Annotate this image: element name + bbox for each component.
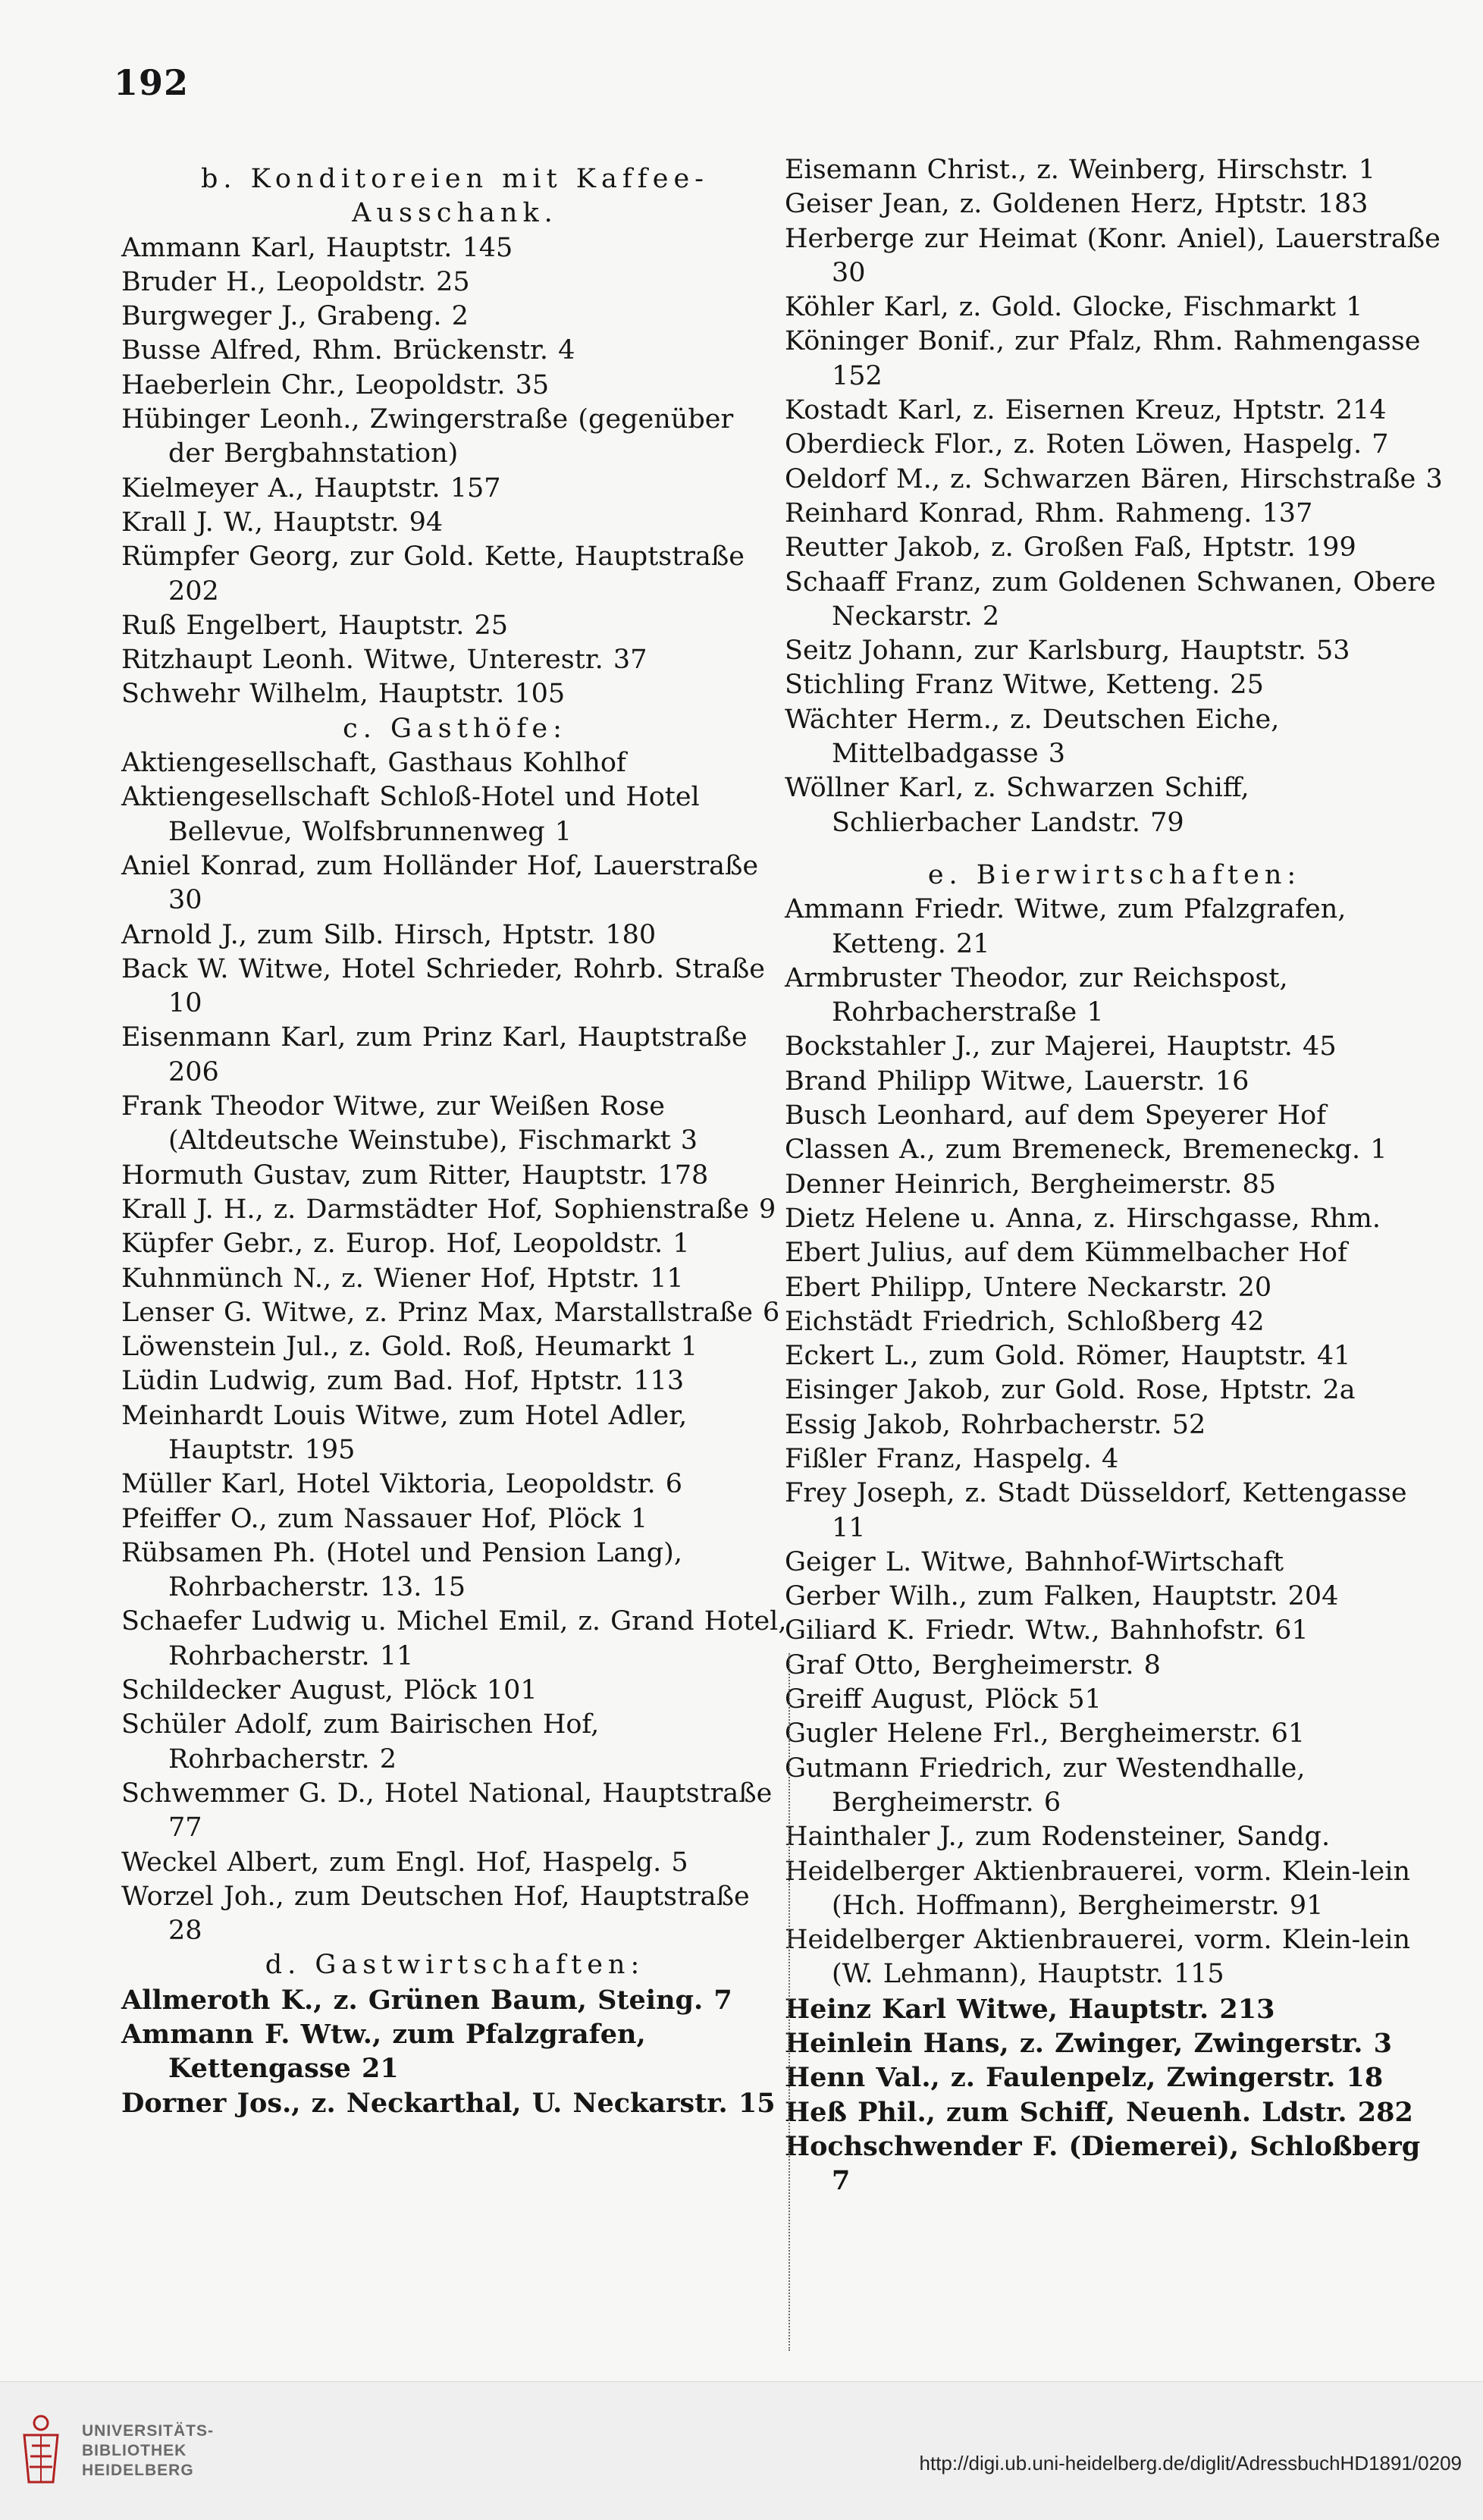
directory-entry: Hormuth Gustav, zum Ritter, Hauptstr. 178 [121, 1160, 709, 1191]
directory-entry: Frey Joseph, z. Stadt Düsseldorf, Kettengasse 11 [785, 1478, 1407, 1543]
directory-entry: Krall J. W., Hauptstr. 94 [121, 507, 444, 538]
directory-entry: Meinhardt Louis Witwe, zum Hotel Adler, Hauptstr. 195 [121, 1400, 688, 1465]
section-heading: c. Gasthöfe: [343, 713, 567, 744]
directory-entry: Heinlein Hans, z. Zwinger, Zwingerstr. 3 [785, 2028, 1392, 2060]
directory-entry: Bockstahler J., zur Majerei, Hauptstr. 45 [785, 1031, 1337, 1062]
directory-entry: Wöllner Karl, z. Schwarzen Schiff, Schlierbacher Landstr. 79 [785, 773, 1249, 838]
directory-entry: Pfeiffer O., zum Nassauer Hof, Plöck 1 [121, 1503, 648, 1534]
university-library-seal-icon [11, 2412, 71, 2485]
directory-entry: Heidelberger Aktienbrauerei, vorm. Klein-lein (Hch. Hoffmann), Bergheimerstr. 91 [785, 1856, 1410, 1921]
section-heading: Ausschank. [352, 198, 558, 229]
directory-entry: Giliard K. Friedr. Wtw., Bahnhofstr. 61 [785, 1615, 1309, 1646]
directory-entry: Geiser Jean, z. Goldenen Herz, Hptstr. 183 [785, 189, 1369, 220]
directory-entry: Fißler Franz, Haspelg. 4 [785, 1443, 1119, 1474]
directory-entry: Köninger Bonif., zur Pfalz, Rhm. Rahmengasse 152 [785, 326, 1421, 391]
directory-entry: Stichling Franz Witwe, Ketteng. 25 [785, 670, 1264, 701]
directory-entry: Ritzhaupt Leonh. Witwe, Unterestr. 37 [121, 645, 647, 676]
directory-entry: Krall J. H., z. Darmstädter Hof, Sophienstraße 9 [121, 1194, 776, 1225]
directory-entry: Heß Phil., zum Schiff, Neuenh. Ldstr. 282 [785, 2096, 1413, 2128]
directory-entry: Frank Theodor Witwe, zur Weißen Rose (Altdeutsche Weinstube), Fischmarkt 3 [121, 1091, 698, 1156]
directory-entry: Graf Otto, Bergheimerstr. 8 [785, 1649, 1161, 1681]
directory-entry: Geiger L. Witwe, Bahnhof-Wirtschaft [785, 1546, 1284, 1577]
directory-entry: Löwenstein Jul., z. Gold. Roß, Heumarkt 1 [121, 1332, 698, 1363]
directory-entry: Reutter Jakob, z. Großen Faß, Hptstr. 199 [785, 532, 1356, 563]
directory-entry: Seitz Johann, zur Karlsburg, Hauptstr. 53 [785, 635, 1350, 667]
right-column [785, 153, 1444, 2198]
directory-entry: Lüdin Ludwig, zum Bad. Hof, Hptstr. 113 [121, 1366, 685, 1397]
directory-entry: Wächter Herm., z. Deutschen Eiche, Mittelbadgasse 3 [785, 704, 1280, 770]
directory-entry: Haeberlein Chr., Leopoldstr. 35 [121, 369, 550, 400]
directory-entry: Schwemmer G. D., Hotel National, Hauptstraße 77 [121, 1778, 773, 1844]
library-name-line: UNIVERSITÄTS- [82, 2422, 215, 2440]
digitization-footer [0, 2381, 1483, 2520]
directory-entry: Hübinger Leonh., Zwingerstraße (gegenüber der Bergbahnstation) [121, 404, 734, 469]
directory-entry: Heinz Karl Witwe, Hauptstr. 213 [785, 1993, 1275, 2025]
directory-entry: Rübsamen Ph. (Hotel und Pension Lang), Rohrbacherstr. 13. 15 [121, 1537, 682, 1603]
directory-entry: Oeldorf M., z. Schwarzen Bären, Hirschstraße 3 [785, 463, 1443, 494]
directory-entry: Dietz Helene u. Anna, z. Hirschgasse, Rhm. [785, 1203, 1381, 1234]
directory-entry: Bruder H., Leopoldstr. 25 [121, 266, 470, 297]
directory-entry: Hainthaler J., zum Rodensteiner, Sandg. [785, 1822, 1331, 1853]
directory-entry: Aniel Konrad, zum Holländer Hof, Lauerstraße 30 [121, 850, 759, 916]
directory-entry: Hochschwender F. (Diemerei), Schloßberg 7 [785, 2130, 1421, 2197]
directory-entry: Reinhard Konrad, Rhm. Rahmeng. 137 [785, 497, 1313, 529]
directory-entry: Eichstädt Friedrich, Schloßberg 42 [785, 1306, 1265, 1337]
directory-entry: Eisenmann Karl, zum Prinz Karl, Hauptstraße 206 [121, 1022, 748, 1087]
page-number: 192 [114, 62, 190, 103]
directory-entry: Eckert L., zum Gold. Römer, Hauptstr. 41 [785, 1341, 1351, 1372]
directory-entry: Köhler Karl, z. Gold. Glocke, Fischmarkt 1 [785, 292, 1363, 323]
directory-entry: Kuhnmünch N., z. Wiener Hof, Hptstr. 11 [121, 1263, 684, 1294]
directory-entry: Kostadt Karl, z. Eisernen Kreuz, Hptstr. 214 [785, 395, 1387, 426]
directory-entry: Ammann Karl, Hauptstr. 145 [121, 232, 513, 263]
library-name-line: BIBLIOTHEK [82, 2442, 187, 2459]
directory-entry: Denner Heinrich, Bergheimerstr. 85 [785, 1169, 1277, 1200]
section-heading: b. Konditoreien mit Kaffee- [201, 164, 709, 194]
directory-entry: Ruß Engelbert, Hauptstr. 25 [121, 610, 509, 641]
directory-entry: Schwehr Wilhelm, Hauptstr. 105 [121, 679, 566, 710]
directory-entry: Eisinger Jakob, zur Gold. Rose, Hptstr. 2a [785, 1375, 1356, 1406]
directory-entry: Gutmann Friedrich, zur Westendhalle, Bergheimerstr. 6 [785, 1753, 1306, 1818]
directory-entry: Ammann Friedr. Witwe, zum Pfalzgrafen, Ketteng. 21 [785, 894, 1347, 959]
directory-entry: Aktiengesellschaft, Gasthaus Kohlhof [121, 748, 626, 779]
directory-entry: Schildecker August, Plöck 101 [121, 1675, 538, 1706]
directory-entry: Rümpfer Georg, zur Gold. Kette, Hauptstraße 202 [121, 541, 745, 607]
directory-entry: Burgweger J., Grabeng. 2 [121, 301, 469, 332]
library-name [82, 2421, 214, 2481]
directory-entry: Oberdieck Flor., z. Roten Löwen, Haspelg. 7 [785, 429, 1389, 460]
directory-entry: Busch Leonhard, auf dem Speyerer Hof [785, 1100, 1327, 1131]
directory-entry: Classen A., zum Bremeneck, Bremeneckg. 1 [785, 1134, 1387, 1166]
directory-entry: Worzel Joh., zum Deutschen Hof, Hauptstraße 28 [121, 1881, 750, 1947]
directory-entry: Back W. Witwe, Hotel Schrieder, Rohrb. Straße 10 [121, 953, 765, 1019]
directory-entry: Gugler Helene Frl., Bergheimerstr. 61 [785, 1718, 1306, 1750]
directory-entry: Greiff August, Plöck 51 [785, 1684, 1102, 1715]
directory-entry: Ammann F. Wtw., zum Pfalzgrafen, Kettengasse 21 [121, 2019, 646, 2085]
directory-entry: Schaefer Ludwig u. Michel Emil, z. Grand Hotel, Rohrbacherstr. 11 [121, 1606, 787, 1671]
directory-entry: Allmeroth K., z. Grünen Baum, Steing. 7 [121, 1984, 732, 2016]
directory-entry: Schaaff Franz, zum Goldenen Schwanen, Obere Neckarstr. 2 [785, 566, 1436, 632]
directory-entry: Weckel Albert, zum Engl. Hof, Haspelg. 5 [121, 1847, 688, 1878]
directory-entry: Aktiengesellschaft Schloß-Hotel und Hotel Bellevue, Wolfsbrunnenweg 1 [121, 782, 700, 847]
directory-entry: Lenser G. Witwe, z. Prinz Max, Marstallstraße 6 [121, 1297, 780, 1328]
directory-entry: Herberge zur Heimat (Konr. Aniel), Lauerstraße 30 [785, 223, 1441, 288]
section-heading: d. Gastwirtschaften: [265, 1950, 645, 1981]
directory-entry: Eisemann Christ., z. Weinberg, Hirschstr. 1 [785, 155, 1376, 185]
directory-entry: Dorner Jos., z. Neckarthal, U. Neckarstr. 15 [121, 2087, 776, 2119]
directory-entry: Küpfer Gebr., z. Europ. Hof, Leopoldstr. 1 [121, 1229, 690, 1260]
directory-entry: Essig Jakob, Rohrbacherstr. 52 [785, 1409, 1206, 1440]
directory-entry: Kielmeyer A., Hauptstr. 157 [121, 472, 501, 504]
source-url-link[interactable]: http://digi.ub.uni-heidelberg.de/diglit/AdressbuchHD1891/0209 [919, 2452, 1462, 2474]
column-divider [789, 1653, 790, 2351]
directory-entry: Schüler Adolf, zum Bairischen Hof, Rohrbacherstr. 2 [121, 1709, 600, 1775]
left-column [121, 153, 789, 2120]
directory-entry: Henn Val., z. Faulenpelz, Zwingerstr. 18 [785, 2062, 1384, 2094]
directory-entry: Gerber Wilh., zum Falken, Hauptstr. 204 [785, 1581, 1339, 1612]
library-name-line: HEIDELBERG [82, 2462, 194, 2479]
directory-entry: Heidelberger Aktienbrauerei, vorm. Klein-lein (W. Lehmann), Hauptstr. 115 [785, 1925, 1410, 1990]
directory-entry: Busse Alfred, Rhm. Brückenstr. 4 [121, 335, 575, 366]
section-heading: e. Bierwirtschaften: [927, 859, 1302, 890]
directory-entry: Ebert Philipp, Untere Neckarstr. 20 [785, 1272, 1272, 1303]
directory-entry: Müller Karl, Hotel Viktoria, Leopoldstr. 6 [121, 1469, 682, 1500]
directory-entry: Armbruster Theodor, zur Reichspost, Rohrbacherstraße 1 [785, 962, 1288, 1028]
directory-entry: Arnold J., zum Silb. Hirsch, Hptstr. 180 [121, 919, 657, 950]
directory-entry: Ebert Julius, auf dem Kümmelbacher Hof [785, 1238, 1347, 1269]
directory-entry: Brand Philipp Witwe, Lauerstr. 16 [785, 1065, 1249, 1097]
